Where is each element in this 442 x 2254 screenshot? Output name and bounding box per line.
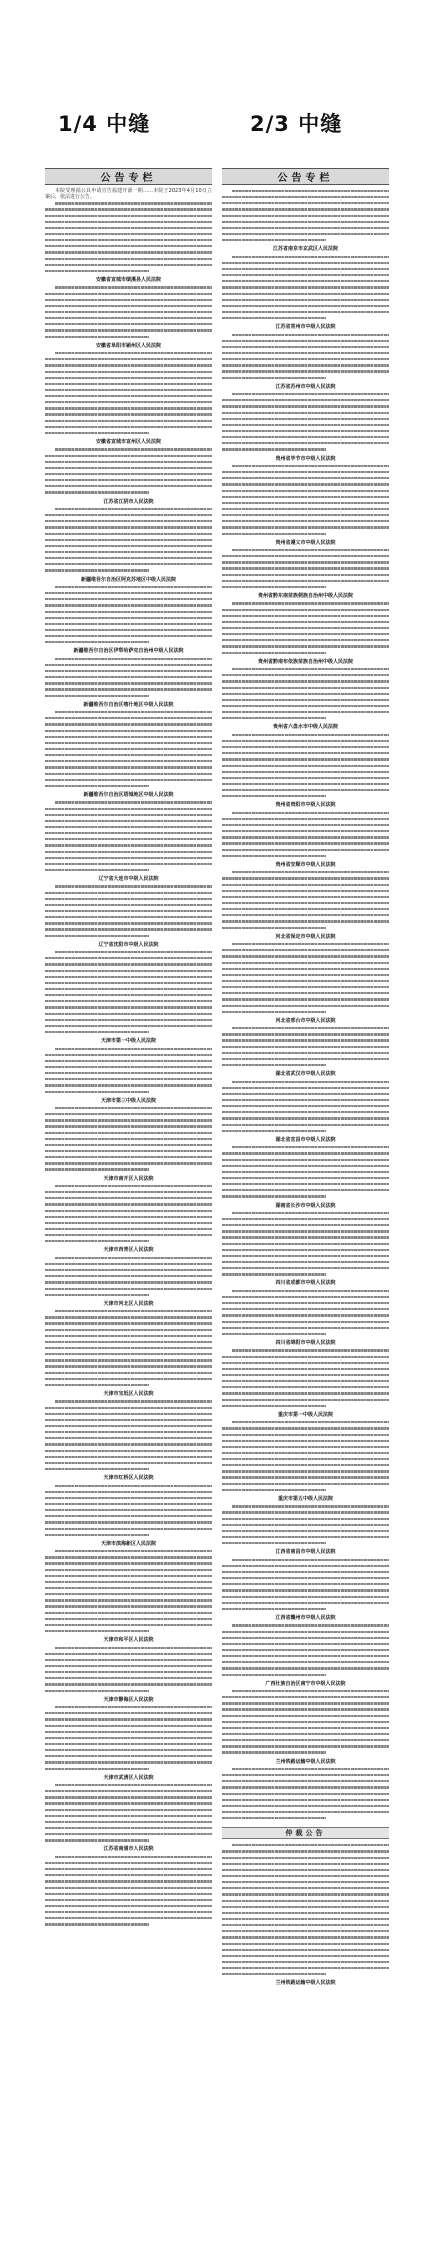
court-heading: 贵州省黔南布依族苗族自治州中级人民法院 — [257, 658, 353, 665]
notice-body-text — [222, 332, 389, 381]
notice-body-text — [222, 1144, 389, 1199]
court-heading: 天津市河北区人民法院 — [103, 1300, 154, 1307]
notice-body-text — [222, 1503, 389, 1546]
notice-body-text — [45, 200, 212, 274]
notice-body-text — [222, 732, 389, 800]
court-heading: 新疆维吾尔自治区伊犁哈萨克自治州中级人民法院 — [73, 648, 184, 655]
court-heading: 天津市武清区人民法院 — [103, 1774, 154, 1781]
notice-body-text — [45, 1704, 212, 1772]
court-heading: 四川省绵阳市中级人民法院 — [275, 1340, 336, 1346]
court-heading: 四川省成都市中级人民法院 — [275, 1280, 336, 1287]
court-heading: 江苏省苏州市中级人民法院 — [275, 383, 336, 390]
notice-body-text — [45, 949, 212, 1035]
sub-notice-section — [222, 1827, 389, 1987]
column-intro: 本院受理福公具申请宣告福建开源一期……本院于2023年4月10日立案后，依法进行公告。 — [45, 188, 212, 201]
notice-body-text — [45, 584, 212, 645]
notice-body-text — [45, 1308, 212, 1388]
court-heading: 广西壮族自治区南宁市中级人民法院 — [265, 1680, 346, 1687]
court-heading: 安徽省阜阳市颍州区人民法院 — [95, 342, 161, 349]
court-heading: 湖北省宜昌市中级人民法院 — [275, 1136, 336, 1143]
notice-body-text — [45, 1046, 212, 1095]
notice-list — [45, 200, 212, 1927]
fold-label-left: 1/4 中缝 — [58, 112, 151, 136]
notice-body-text — [222, 1766, 389, 1821]
notice-body-text — [222, 1688, 389, 1756]
notice-body-text — [45, 1183, 212, 1244]
notice-body-text — [222, 810, 389, 859]
notice-body-text — [222, 941, 389, 1015]
court-heading: 辽宁省沈阳市中级人民法院 — [98, 941, 159, 948]
notice-body-text — [222, 1025, 389, 1068]
notice-body-text — [45, 446, 212, 495]
court-heading: 安徽省宣城市绩溪县人民法院 — [95, 277, 161, 283]
notice-body-text — [45, 1398, 212, 1472]
column-header: 公告专栏 — [222, 168, 389, 185]
notice-body-text — [222, 1079, 389, 1134]
notice-body-text — [222, 254, 389, 322]
notice-body-text — [222, 391, 389, 452]
court-heading: 贵州省遵义市中级人民法院 — [275, 539, 336, 546]
notice-body-text — [222, 1842, 389, 1977]
announcement-column-left — [45, 168, 212, 2236]
court-heading: 重庆市第五中级人民法院 — [277, 1495, 333, 1502]
notice-body-text — [45, 284, 212, 339]
notice-body-text — [45, 1782, 212, 1843]
court-heading: 重庆市第一中级人民法院 — [277, 1411, 333, 1418]
notice-body-text — [45, 350, 212, 436]
court-heading: 天津市静海区人民法院 — [103, 1696, 154, 1703]
court-heading: 河北省保定市中级人民法院 — [275, 933, 336, 940]
court-heading: 湖南省长沙市中级人民法院 — [275, 1202, 336, 1209]
court-heading: 贵州省贵阳市中级人民法院 — [275, 802, 336, 809]
court-heading: 江苏省南通市人民法院 — [103, 1846, 154, 1853]
court-heading: 河北省邢台市中级人民法院 — [275, 1017, 336, 1024]
notice-body-text — [222, 188, 389, 243]
court-heading: 新疆维吾尔自治区喀什地区中级人民法院 — [83, 701, 174, 708]
court-heading: 兰州铁路运输中级人民法院 — [275, 1758, 336, 1765]
notice-body-text — [45, 506, 212, 574]
notice-body-text — [222, 1210, 389, 1278]
court-heading: 贵州省毕节市中级人民法院 — [275, 455, 336, 462]
court-heading: 江西省南昌市中级人民法院 — [275, 1549, 336, 1556]
notice-body-text — [45, 1645, 212, 1694]
court-heading: 天津市滨海新区人民法院 — [100, 1540, 156, 1547]
notice-body-text — [45, 1105, 212, 1173]
court-heading: 天津市红桥区人民法院 — [103, 1475, 154, 1482]
notice-body-text — [45, 799, 212, 873]
notice-body-text — [45, 1255, 212, 1298]
court-heading: 天津市宝坻区人民法院 — [103, 1391, 154, 1398]
notice-body-text — [45, 1483, 212, 1538]
notice-body-text — [222, 547, 389, 590]
court-heading: 天津市西青区人民法院 — [103, 1247, 154, 1254]
court-heading: 天津市南开区人民法院 — [103, 1175, 154, 1182]
notice-body-text — [222, 1557, 389, 1612]
notice-body-text — [222, 1347, 389, 1408]
notice-body-text — [45, 709, 212, 789]
fold-label-right: 2/3 中缝 — [250, 112, 343, 136]
notice-body-text — [45, 656, 212, 699]
sub-notice-header: 仲裁公告 — [222, 1827, 389, 1839]
court-heading: 安徽省宣城市宣州区人民法院 — [95, 439, 161, 446]
court-heading: 贵州省黔东南苗族侗族自治州中级人民法院 — [257, 593, 353, 600]
court-heading: 贵州省六盘水市中级人民法院 — [272, 724, 338, 731]
announcement-column-right — [222, 168, 389, 2236]
court-heading: 江苏省南京市玄武区人民法院 — [272, 246, 338, 253]
court-heading: 天津市第一中级人民法院 — [100, 1038, 156, 1045]
notice-body-text — [222, 1288, 389, 1337]
closing-org: 兰州铁路运输中级人民法院 — [275, 1980, 336, 1987]
notice-body-text — [45, 1854, 212, 1928]
court-heading: 天津市和平区人民法院 — [103, 1637, 154, 1644]
court-heading: 辽宁省大连市中级人民法院 — [98, 876, 159, 883]
court-heading: 江西省赣州市中级人民法院 — [275, 1614, 336, 1621]
notice-body-text — [222, 600, 389, 655]
court-heading: 贵州省安顺市中级人民法院 — [275, 861, 336, 868]
court-heading: 江苏省常州市中级人民法院 — [275, 324, 336, 331]
court-heading: 江苏省江阴市人民法院 — [103, 498, 154, 505]
court-heading: 湖北省武汉市中级人民法院 — [275, 1071, 336, 1078]
court-heading: 新疆维吾尔自治区阿克苏地区中级人民法院 — [80, 576, 176, 583]
notice-body-text — [222, 1622, 389, 1677]
notice-body-text — [222, 869, 389, 930]
notice-body-text — [222, 1419, 389, 1493]
court-heading: 新疆维吾尔自治区塔城地区中级人民法院 — [83, 791, 174, 798]
notice-body-text — [45, 1548, 212, 1634]
court-heading: 天津市第三中级人民法院 — [100, 1097, 156, 1104]
notice-body-text — [222, 666, 389, 721]
notice-body-text — [45, 883, 212, 938]
notice-body-text — [222, 463, 389, 537]
notice-list — [222, 188, 389, 1821]
column-header: 公告专栏 — [45, 168, 212, 185]
